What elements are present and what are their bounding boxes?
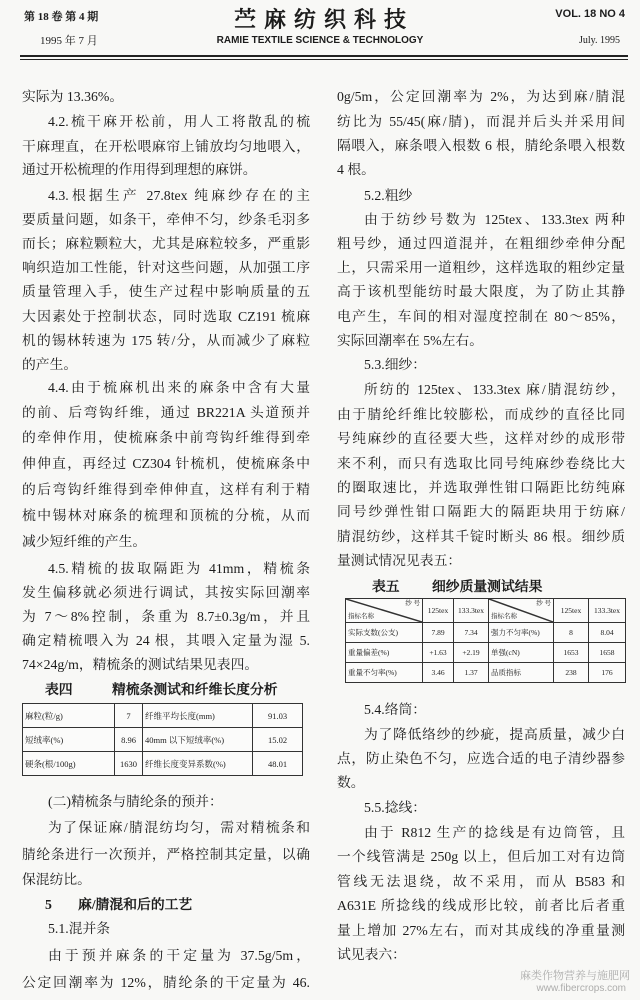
table4-item: 麻粒(粒/g) <box>23 704 115 728</box>
subsection-5-5-heading: 5.5.捻线： <box>364 800 427 815</box>
header-rule <box>20 55 628 57</box>
table4-value: 7 <box>115 704 143 728</box>
table5-value: 3.46 <box>423 663 454 683</box>
table5-corner-cell <box>346 599 423 623</box>
date-cn: 1995 年 7 月 <box>40 35 98 47</box>
para-4-3-line: 质量管理入手，使生产过程中影响质量的五 <box>22 284 310 299</box>
table4-value: 15.02 <box>253 728 303 752</box>
para-5-2-line: 高于该机型能纺时最大限度，为了防止其静 <box>337 284 625 299</box>
journal-title-cn: 苎麻纺织科技 <box>233 7 414 32</box>
table5-title: 细纱质量测试结果 <box>432 579 543 594</box>
para-4-3-line: 要质量问题，如条干，牵伸不匀，纱条毛羽多 <box>22 212 310 227</box>
para-5-3-line: 来不利，而只有选取比同号纯麻纱卷绕比大 <box>337 456 625 471</box>
para-5-4-line: 点，防止染色不匀，应选合适的电子清纱器参 <box>337 751 625 766</box>
continued-text-line: 实际为 13.36%。 <box>22 89 124 104</box>
para-5-1-cont-line: 纺比为 55/45(麻/腈)，而混并后头并采用间 <box>337 114 625 129</box>
journal-title-en: RAMIE TEXTILE SCIENCE & TECHNOLOGY <box>216 35 424 46</box>
table5-item: 实际支数(公支) <box>346 623 423 643</box>
header-rule-thin <box>20 59 628 60</box>
table5-value: 1.37 <box>454 663 489 683</box>
para-5-3-line: 同号纱弹性钳口隔距大的隔距块用于纺麻/ <box>337 504 625 519</box>
section-5-number: 5 <box>45 897 52 912</box>
table-row <box>23 752 303 776</box>
para-5-1-line: 由于预并麻条的干定量为 37.5g/5m， <box>48 948 310 963</box>
table5-col-header: 133.3tex <box>454 599 489 623</box>
para-4-3-line: 4.3.根据生产 27.8tex 纯麻纱存在的主 <box>48 188 310 203</box>
table5-item: 强力不匀率(%) <box>489 623 554 643</box>
table4-value: 1630 <box>115 752 143 776</box>
para-5-3-line: 量测试情况见表五： <box>337 553 462 568</box>
table5-item: 重量不匀率(%) <box>346 663 423 683</box>
para-5-3-line: 所纺的 125tex、133.3tex 麻/腈混纺纱， <box>364 382 625 397</box>
table5 <box>345 598 626 683</box>
corner-top-label: 纱 号 <box>405 600 420 607</box>
para-5-3-line: 由于腈纶纤维比较膨松，而成纱的直径比同 <box>337 407 625 422</box>
volume-issue-cn: 第 18 卷 第 4 期 <box>24 11 99 23</box>
para-4-3-line: 而长；麻粒颗粒大，尤其是麻粒较多，严重影 <box>22 236 310 251</box>
para-4-4-line: 4.4.由于梳麻机出来的麻条中含有大量 <box>48 380 310 395</box>
para-5-2-line: 上，只需采用一道粗纱，这样选取的粗纱定量 <box>337 260 625 275</box>
table5-value: 8 <box>554 623 589 643</box>
para-5-4-line: 为了降低络纱的纱疵，提高质量，减少白 <box>364 727 625 742</box>
table5-value: 7.89 <box>423 623 454 643</box>
table5-corner-cell <box>489 599 554 623</box>
para-prepare-line: 为了保证麻/腈混纺均匀，需对精梳条和 <box>48 820 310 835</box>
para-4-5-line: 确定精梳喂入为 24 根，其喂入定量为湿 5. <box>22 633 310 648</box>
para-4-3-line: 大因素处于控制状态，同时选取 CZ191 梳麻 <box>22 309 310 324</box>
table5-col-header: 125tex <box>423 599 454 623</box>
volume-issue-en: VOL. 18 NO 4 <box>555 8 625 20</box>
para-5-4-line: 数。 <box>337 775 365 790</box>
subsection-5-2-heading: 5.2.粗纱 <box>364 188 413 203</box>
section-5-title: 麻/腈混和后的工艺 <box>78 897 193 912</box>
table4-value: 91.03 <box>253 704 303 728</box>
para-5-1-cont-line: 0g/5m，公定回潮率为 2%，为达到麻/腈混 <box>337 89 625 104</box>
para-5-2-line: 粗号纱，通过四道混并，在粗细纱牵伸分配 <box>337 236 625 251</box>
table5-label: 表五 <box>372 579 400 594</box>
para-4-4-line: 伸伸直，再经过 CZ304 针梳机，使梳麻条中 <box>22 456 310 471</box>
para-5-2-line: 由于纺纱号数为 125tex、133.3tex 两种 <box>364 212 625 227</box>
table-row <box>346 643 626 663</box>
para-4-3-line: 响织造加工性能，针对这些问题，从加强工序 <box>22 260 310 275</box>
para-4-4-line: 的牵伸作用，使梳麻条中前弯钩纤维得到牵 <box>22 430 310 445</box>
table4-label: 表四 <box>45 682 73 697</box>
para-5-3-line: 号纯麻纱的直径要大些，这样对纱的成形带 <box>337 431 625 446</box>
table-row <box>346 623 626 643</box>
para-4-2-line: 干麻理直，在开松喂麻帘上铺放均匀地喂入， <box>22 139 310 154</box>
table5-col-header: 125tex <box>554 599 589 623</box>
table4-value: 48.01 <box>253 752 303 776</box>
table5-value: 176 <box>589 663 626 683</box>
para-4-4-line: 的后弯钩纤维得到牵伸伸直，这样有利于精 <box>22 482 310 497</box>
table-header-row <box>346 599 626 623</box>
table4-item: 短绒率(%) <box>23 728 115 752</box>
para-5-2-line: 实际回潮率在 5%左右。 <box>337 333 484 348</box>
table-row <box>346 663 626 683</box>
corner-bottom-label: 指标名称 <box>348 613 374 620</box>
table4-item: 40mm 以下短绒率(%) <box>143 728 253 752</box>
date-en: July. 1995 <box>578 35 620 46</box>
table4-item: 纤维长度变异系数(%) <box>143 752 253 776</box>
table4-item: 硬条(根/100g) <box>23 752 115 776</box>
table4-item: 纤维平均长度(mm) <box>143 704 253 728</box>
para-prepare-line: 保混纺比。 <box>22 872 91 887</box>
table5-value: 7.34 <box>454 623 489 643</box>
table-row <box>23 704 303 728</box>
para-4-3-line: 的产生。 <box>22 357 78 372</box>
para-4-2-line: 通过开松梳理的作用得到理想的麻饼。 <box>22 162 257 177</box>
table5-value: +1.63 <box>423 643 454 663</box>
watermark-site-name: 麻类作物营养与施肥网 <box>520 970 630 982</box>
table5-value: 8.04 <box>589 623 626 643</box>
para-4-5-line: 发生偏移就必须进行调试，其按实际回潮率 <box>22 585 310 600</box>
para-5-1-cont-line: 隔喂入，麻条喂入根数 6 根，腈纶条喂入根数 <box>337 138 625 153</box>
corner-bottom-label: 指标名称 <box>491 613 517 620</box>
subsection-5-4-heading: 5.4.络筒： <box>364 702 427 717</box>
para-5-2-line: 电产生，车间的相对湿度控制在 80～85%， <box>337 309 625 324</box>
subsection-heading-prepare: (二)精梳条与腈纶条的预并： <box>48 794 223 809</box>
para-4-4-line: 的前、后弯钩纤维，通过 BR221A 头道预并 <box>22 405 310 420</box>
table-row <box>23 728 303 752</box>
para-4-5-line: 4.5.精梳的拔取隔距为 41mm，精梳条 <box>48 561 310 576</box>
table5-item: 单强(cN) <box>489 643 554 663</box>
subsection-5-3-heading: 5.3.细纱： <box>364 357 427 372</box>
table5-col-header: 133.3tex <box>589 599 626 623</box>
para-4-5-line: 74×24g/m，精梳条的测试结果见表四。 <box>22 657 259 672</box>
para-5-5-line: 由于 R812 生产的捻线是有边筒管，且 <box>364 825 625 840</box>
para-5-3-line: 的圈取速比，并选取弹性钳口隔距比纺纯麻 <box>337 480 625 495</box>
para-4-5-line: 为 7～8%控制，条重为 8.7±0.3g/m，并且 <box>22 609 310 624</box>
para-5-5-line: 管线无法退绕，故不采用，而从 B583 和 <box>337 874 625 889</box>
para-4-3-line: 机的锡林转速为 175 转/分，从而减少了麻粒 <box>22 333 310 348</box>
table5-value: +2.19 <box>454 643 489 663</box>
para-5-5-line: 量上增加 27%左右，而对其成线的净重量测 <box>337 923 625 938</box>
para-4-4-line: 梳中锡林对麻条的梳理和顶梳的分梳，从而 <box>22 508 310 523</box>
subsection-5-1-heading: 5.1.混并条 <box>48 921 111 936</box>
para-5-5-line: 试见表六： <box>337 947 406 962</box>
para-5-5-line: A631E 所捻线的线成形比较，前者比后者重 <box>337 898 625 913</box>
watermark-url: www.fibercrops.com <box>536 983 626 994</box>
para-5-1-line: 公定回潮率为 12%，腈纶条的干定量为 46. <box>22 975 310 990</box>
para-4-2-line: 4.2.梳干麻开松前，用人工将散乱的梳 <box>48 114 310 129</box>
corner-top-label: 纱 号 <box>536 600 551 607</box>
table4-title: 精梳条测试和纤维长度分析 <box>112 682 278 697</box>
table4 <box>22 703 303 776</box>
table5-item: 品质指标 <box>489 663 554 683</box>
para-5-3-line: 腈混纺纱，这样其千锭时断头 86 根。细纱质 <box>337 529 625 544</box>
para-4-4-line: 减少短纤维的产生。 <box>22 534 147 549</box>
table4-value: 8.96 <box>115 728 143 752</box>
para-prepare-line: 腈纶条进行一次预并，严格控制其定量，以确 <box>22 847 310 862</box>
table5-value: 238 <box>554 663 589 683</box>
table5-value: 1653 <box>554 643 589 663</box>
table5-value: 1658 <box>589 643 626 663</box>
table5-item: 重量偏差(%) <box>346 643 423 663</box>
para-5-1-cont-line: 4 根。 <box>337 162 375 177</box>
para-5-5-line: 一个线管满是 250g 以上，但后加工对有边筒 <box>337 849 625 864</box>
